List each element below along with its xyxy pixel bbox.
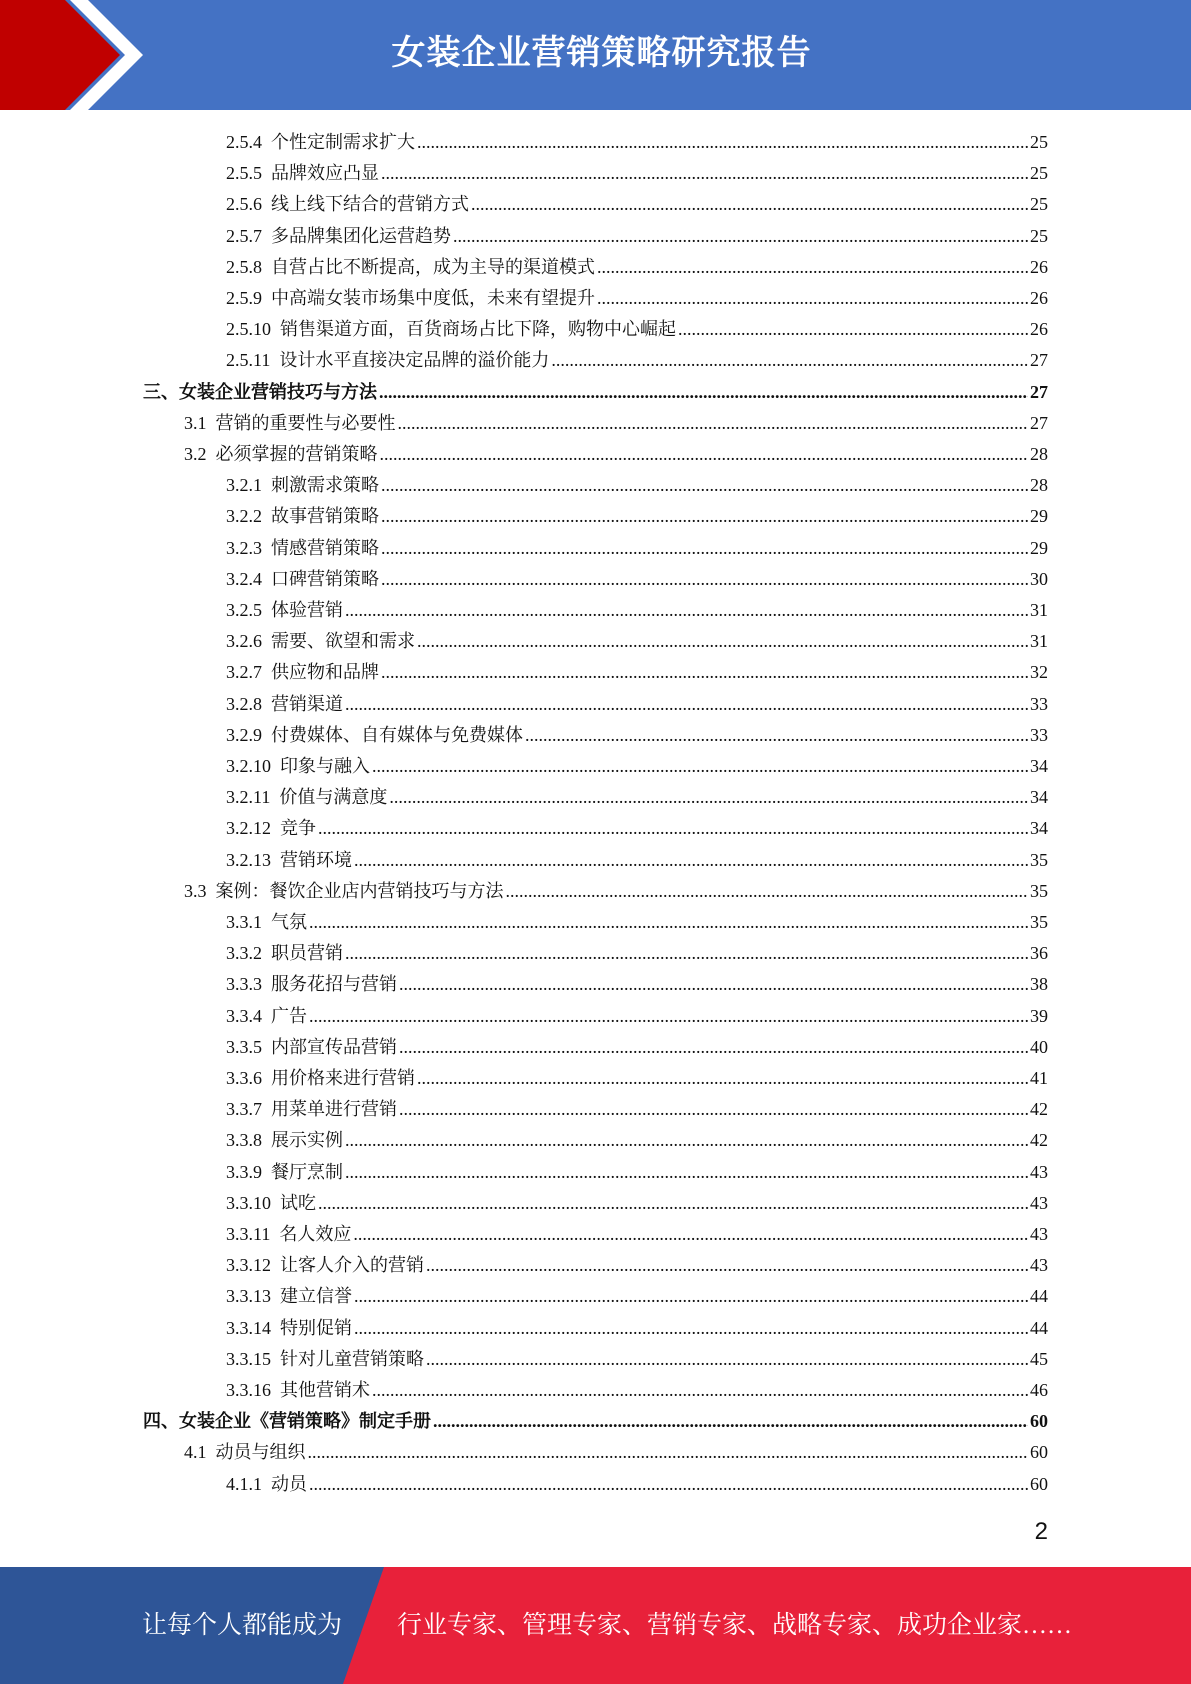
toc-entry[interactable] [143, 1406, 1048, 1437]
toc-entry-page: 42 [1030, 1099, 1048, 1120]
toc-dot-leader [417, 127, 1028, 158]
toc-entry-page: 29 [1030, 537, 1048, 558]
toc-entry-page: 34 [1030, 818, 1048, 839]
toc-entry-number: 3.3.4 [226, 1005, 262, 1026]
toc-entry-page: 35 [1030, 880, 1048, 901]
toc-dot-leader [678, 314, 1028, 345]
toc-entry-page: 27 [1030, 412, 1048, 433]
toc-dot-leader [399, 969, 1028, 1000]
toc-entry[interactable] [226, 533, 1048, 564]
toc-entry-title: 自营占比不断提高，成为主导的渠道模式 [271, 256, 595, 277]
toc-entry-number: 3.3.12 [226, 1255, 271, 1276]
toc-entry-number: 3.3.13 [226, 1286, 271, 1307]
toc-entry-number: 3.2.10 [226, 756, 271, 776]
toc-entry-page: 27 [1030, 381, 1048, 402]
toc-entry-title: 试吃 [280, 1192, 316, 1213]
page-footer [0, 1567, 1191, 1684]
toc-entry-title: 多品牌集团化运营趋势 [271, 225, 451, 246]
toc-entry-number: 3.2.13 [226, 849, 271, 870]
toc-entry[interactable] [226, 221, 1048, 252]
toc-entry[interactable] [226, 1125, 1048, 1156]
toc-entry-page: 31 [1030, 600, 1048, 620]
toc-entry-title: 营销环境 [280, 849, 352, 870]
toc-entry[interactable] [226, 470, 1048, 501]
toc-entry-page: 60 [1030, 1411, 1048, 1432]
toc-entry[interactable] [226, 314, 1048, 345]
toc-entry-page: 43 [1030, 1192, 1048, 1213]
toc-entry[interactable] [184, 439, 1048, 470]
toc-entry-number: 3.3.11 [226, 1224, 271, 1244]
toc-entry[interactable] [226, 1313, 1048, 1344]
toc-dot-leader [345, 1125, 1028, 1156]
toc-entry[interactable] [226, 782, 1048, 813]
toc-dot-leader [309, 1469, 1028, 1500]
toc-entry-page: 25 [1030, 194, 1048, 215]
toc-entry[interactable] [226, 1032, 1048, 1063]
toc-entry-page: 41 [1030, 1068, 1048, 1088]
toc-dot-leader [308, 1437, 1029, 1468]
toc-entry-title: 个性定制需求扩大 [271, 132, 415, 152]
toc-entry-page: 46 [1030, 1380, 1048, 1400]
toc-entry-page: 43 [1030, 1161, 1048, 1182]
toc-entry-number: 3.2.12 [226, 818, 271, 839]
toc-entry-title: 营销渠道 [271, 693, 343, 714]
toc-dot-leader [417, 626, 1028, 657]
toc-dot-leader [551, 345, 1028, 376]
toc-entry-title: 案例：餐饮企业店内营销技巧与方法 [215, 880, 504, 901]
toc-dot-leader [398, 408, 1029, 439]
toc-entry-number: 2.5.10 [226, 319, 271, 340]
toc-dot-leader [506, 876, 1029, 907]
toc-dot-leader [354, 1281, 1028, 1312]
toc-entry[interactable] [143, 377, 1048, 408]
toc-entry-page: 35 [1030, 912, 1048, 932]
toc-entry-title: 用菜单进行营销 [271, 1099, 397, 1120]
toc-entry-page: 34 [1030, 756, 1048, 776]
toc-entry-number: 4.1 [184, 1442, 207, 1463]
toc-dot-leader [417, 1063, 1028, 1094]
toc-entry[interactable] [226, 1001, 1048, 1032]
toc-entry-number: 3.3.6 [226, 1068, 262, 1088]
toc-entry[interactable] [226, 1281, 1048, 1312]
toc-entry-title: 刺激需求策略 [271, 475, 379, 496]
toc-dot-leader [381, 533, 1028, 564]
toc-entry-title: 故事营销策略 [271, 506, 379, 527]
toc-entry-title: 内部宣传品营销 [271, 1036, 397, 1057]
toc-entry-title: 服务花招与营销 [271, 974, 397, 995]
page-header [0, 0, 1191, 110]
toc-entry[interactable] [226, 657, 1048, 688]
toc-entry-title: 价值与满意度 [279, 787, 388, 808]
toc-entry-page: 34 [1030, 787, 1048, 808]
toc-entry-page: 44 [1030, 1286, 1048, 1307]
toc-entry-title: 气氛 [271, 912, 307, 932]
toc-entry-page: 28 [1030, 444, 1048, 464]
toc-entry-page: 27 [1030, 350, 1048, 371]
toc-entry-title: 体验营销 [271, 600, 343, 620]
toc-entry[interactable] [226, 252, 1048, 283]
toc-entry-page: 33 [1030, 724, 1048, 745]
footer-slogan-right: 行业专家、管理专家、营销专家、战略专家、成功企业家…… [397, 1612, 1073, 1639]
toc-dot-leader [309, 907, 1028, 938]
toc-entry[interactable] [226, 1157, 1048, 1188]
toc-dot-leader [597, 283, 1028, 314]
toc-entry-title: 餐厅烹制 [271, 1161, 343, 1182]
toc-entry[interactable] [226, 907, 1048, 938]
toc-entry-title: 线上线下结合的营销方式 [271, 194, 469, 215]
toc-entry[interactable] [226, 720, 1048, 751]
toc-entry-number: 2.5.11 [226, 350, 271, 371]
toc-entry[interactable] [226, 1063, 1048, 1094]
toc-entry-title: 营销的重要性与必要性 [215, 412, 396, 433]
toc-entry-number: 3.3.14 [226, 1317, 271, 1338]
toc-entry-title: 需要、欲望和需求 [271, 631, 415, 652]
toc-entry-page: 33 [1030, 693, 1048, 714]
toc-entry-number: 3.3.9 [226, 1161, 262, 1182]
toc-dot-leader [399, 1094, 1028, 1125]
toc-dot-leader [318, 1188, 1028, 1219]
toc-entry-number: 3.3.16 [226, 1380, 271, 1400]
toc-entry-page: 42 [1030, 1130, 1048, 1151]
toc-entry-number: 3.2.9 [226, 724, 262, 745]
toc-entry-title: 用价格来进行营销 [271, 1068, 415, 1088]
toc-dot-leader [381, 564, 1028, 595]
toc-entry[interactable] [226, 189, 1048, 220]
toc-dot-leader [345, 689, 1028, 720]
toc-entry[interactable] [226, 158, 1048, 189]
toc-entry-number: 2.5.4 [226, 132, 262, 152]
toc-entry-number: 3.3.2 [226, 943, 262, 964]
toc-entry-page: 30 [1030, 568, 1048, 589]
toc-entry-number: 2.5.5 [226, 163, 262, 184]
toc-entry-number: 3.3 [184, 880, 207, 901]
toc-entry-number: 3.1 [184, 412, 207, 433]
toc-entry-page: 26 [1030, 256, 1048, 277]
toc-dot-leader [380, 439, 1029, 470]
toc-dot-leader [597, 252, 1028, 283]
toc-dot-leader [381, 501, 1028, 532]
toc-entry[interactable] [226, 1250, 1048, 1281]
toc-dot-leader [318, 813, 1028, 844]
toc-entry-number: 3.2.11 [226, 787, 271, 808]
toc-dot-leader [381, 158, 1028, 189]
toc-entry[interactable] [226, 501, 1048, 532]
toc-entry[interactable] [226, 595, 1048, 626]
toc-entry-title: 展示实例 [271, 1130, 343, 1151]
toc-entry-number: 3.2.6 [226, 631, 262, 652]
toc-entry[interactable] [226, 1469, 1048, 1500]
toc-dot-leader [372, 1375, 1028, 1406]
toc-entry-title: 必须掌握的营销策略 [215, 444, 378, 464]
toc-entry-page: 29 [1030, 506, 1048, 527]
toc-dot-leader [381, 657, 1028, 688]
toc-entry-page: 25 [1030, 163, 1048, 184]
toc-entry-number: 3.2.8 [226, 693, 262, 714]
toc-entry-number: 3.2 [184, 444, 207, 464]
toc-entry-number: 4.1.1 [226, 1473, 262, 1494]
toc-entry-title: 销售渠道方面，百货商场占比下降，购物中心崛起 [280, 319, 676, 340]
page-number: 2 [1034, 1518, 1048, 1545]
toc-entry-page: 43 [1030, 1255, 1048, 1276]
document-title: 女装企业营销策略研究报告 [391, 33, 812, 73]
footer-slogan-left: 让每个人都能成为 [142, 1612, 343, 1639]
toc-entry[interactable] [226, 845, 1048, 876]
toc-dot-leader [381, 470, 1028, 501]
toc-entry-title: 付费媒体、自有媒体与免费媒体 [271, 724, 523, 745]
toc-entry[interactable] [226, 345, 1048, 376]
toc-entry-page: 26 [1030, 319, 1048, 340]
toc-entry[interactable] [226, 1188, 1048, 1219]
toc-entry-number: 3.3.3 [226, 974, 262, 995]
toc-entry-page: 25 [1030, 132, 1048, 152]
toc-entry[interactable] [226, 1344, 1048, 1375]
toc-dot-leader [353, 1219, 1028, 1250]
toc-entry-title: 建立信誉 [280, 1286, 352, 1307]
toc-entry[interactable] [226, 283, 1048, 314]
toc-entry[interactable] [226, 1094, 1048, 1125]
toc-entry-title: 设计水平直接决定品牌的溢价能力 [279, 350, 550, 371]
toc-entry-page: 60 [1030, 1442, 1048, 1463]
toc-dot-leader [345, 938, 1028, 969]
toc-entry-page: 60 [1030, 1473, 1048, 1494]
toc-dot-leader [433, 1406, 1028, 1437]
toc-entry-title: 印象与融入 [280, 756, 370, 776]
toc-entry-number: 2.5.8 [226, 256, 262, 277]
toc-dot-leader [354, 1313, 1028, 1344]
toc-entry[interactable] [226, 127, 1048, 158]
toc-entry-number: 3.2.2 [226, 506, 262, 527]
toc-dot-leader [379, 377, 1028, 408]
toc-entry-title: 口碑营销策略 [271, 568, 379, 589]
toc-entry-number: 2.5.7 [226, 225, 262, 246]
toc-dot-leader [345, 1157, 1028, 1188]
toc-dot-leader [453, 221, 1028, 252]
toc-entry-title: 职员营销 [271, 943, 343, 964]
toc-entry-number: 3.3.15 [226, 1348, 271, 1369]
toc-entry-title: 广告 [271, 1005, 307, 1026]
toc-entry[interactable] [226, 564, 1048, 595]
toc-entry-number: 3.3.1 [226, 912, 262, 932]
toc-entry-number: 3.2.4 [226, 568, 262, 589]
toc-entry-title: 其他营销术 [280, 1380, 370, 1400]
toc-entry-page: 28 [1030, 475, 1048, 496]
toc-entry-number: 2.5.6 [226, 194, 262, 215]
toc-entry-number: 3.2.1 [226, 475, 262, 496]
toc-entry-number: 2.5.9 [226, 288, 262, 308]
toc-dot-leader [471, 189, 1028, 220]
toc-dot-leader [345, 595, 1028, 626]
toc-entry-page: 35 [1030, 849, 1048, 870]
toc-entry-title: 动员 [271, 1473, 307, 1494]
toc-entry[interactable] [226, 969, 1048, 1000]
toc-entry[interactable] [226, 813, 1048, 844]
toc-entry-page: 31 [1030, 631, 1048, 652]
toc-entry-number: 3.3.10 [226, 1192, 271, 1213]
toc-entry-title: 让客人介入的营销 [280, 1255, 424, 1276]
toc-dot-leader [426, 1344, 1028, 1375]
toc-entry-title: 情感营销策略 [271, 537, 379, 558]
toc-entry-page: 45 [1030, 1348, 1048, 1369]
toc-entry-title: 动员与组织 [215, 1442, 306, 1463]
toc-entry-title: 四、女装企业《营销策略》制定手册 [143, 1411, 431, 1432]
toc-dot-leader [399, 1032, 1028, 1063]
toc-entry-title: 特别促销 [280, 1317, 352, 1338]
toc-entry-page: 44 [1030, 1317, 1048, 1338]
toc-dot-leader [525, 720, 1028, 751]
toc-entry[interactable] [226, 751, 1048, 782]
toc-entry-page: 38 [1030, 974, 1048, 995]
toc-dot-leader [426, 1250, 1028, 1281]
toc-dot-leader [354, 845, 1028, 876]
toc-entry-number: 3.2.7 [226, 662, 262, 683]
toc-entry[interactable] [226, 689, 1048, 720]
toc-entry-page: 39 [1030, 1005, 1048, 1026]
toc-entry-title: 名人效应 [279, 1224, 352, 1244]
toc-entry-title: 供应物和品牌 [271, 662, 379, 683]
toc-dot-leader [372, 751, 1028, 782]
toc-entry-number: 3.2.3 [226, 537, 262, 558]
toc-dot-leader [389, 782, 1028, 813]
toc-entry[interactable] [184, 876, 1048, 907]
toc-entry-title: 中高端女装市场集中度低，未来有望提升 [271, 288, 595, 308]
toc-entry-number: 3.3.7 [226, 1099, 262, 1120]
toc-entry-page: 36 [1030, 943, 1048, 964]
toc-entry[interactable] [184, 408, 1048, 439]
toc-entry-title: 品牌效应凸显 [271, 163, 379, 184]
toc-entry-number: 3.3.5 [226, 1036, 262, 1057]
toc-entry-page: 32 [1030, 662, 1048, 683]
toc-entry[interactable] [226, 1375, 1048, 1406]
toc-entry-page: 43 [1030, 1224, 1048, 1244]
toc-entry-page: 40 [1030, 1036, 1048, 1057]
toc-entry[interactable] [226, 626, 1048, 657]
toc-entry-number: 3.3.8 [226, 1130, 262, 1151]
toc-entry-page: 25 [1030, 225, 1048, 246]
toc-entry-number: 3.2.5 [226, 600, 262, 620]
toc-entry[interactable] [226, 938, 1048, 969]
toc-entry-title: 针对儿童营销策略 [280, 1348, 424, 1369]
toc-entry-page: 26 [1030, 288, 1048, 308]
toc-entry-title: 三、女装企业营销技巧与方法 [143, 381, 377, 402]
toc-entry[interactable] [184, 1437, 1048, 1468]
toc-entry[interactable] [226, 1219, 1048, 1250]
toc-dot-leader [309, 1001, 1028, 1032]
toc-entry-title: 竞争 [280, 818, 316, 839]
